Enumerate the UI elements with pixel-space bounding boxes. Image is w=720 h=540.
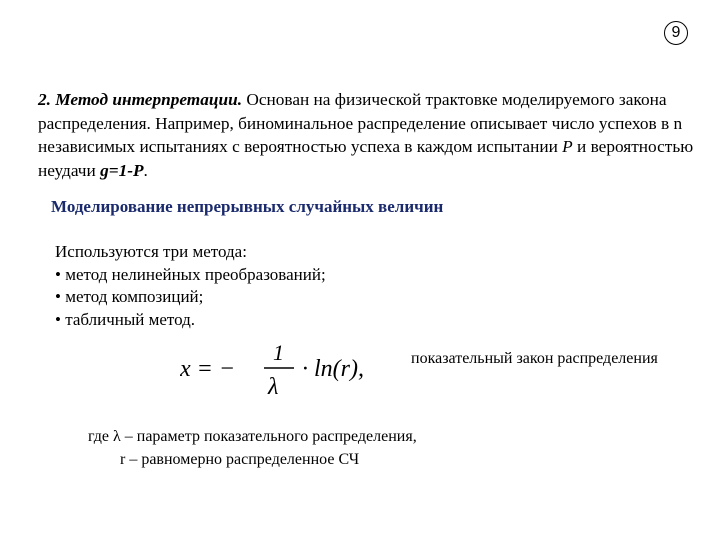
section-heading: Моделирование непрерывных случайных величин	[51, 197, 444, 216]
formula-denominator: λ	[268, 374, 279, 400]
intro-text-1: Основан на физической трактовке моделируемого закона распределения. Например, биноминальное распределение описывает число успехов в n независимых испытаниях с вероятностью успеха в каждом испытании	[38, 90, 683, 156]
definitions	[88, 425, 417, 471]
formula-rhs: · ln(r),	[302, 356, 364, 382]
exponential-formula	[180, 340, 405, 400]
intro-text-3: .	[143, 160, 148, 180]
formula-q: g=1-P	[100, 160, 144, 180]
intro-text-2: и вероятностью неудачи	[38, 137, 694, 180]
formula-numerator: 1	[273, 340, 284, 365]
method-label: 2. Метод интерпретации.	[38, 90, 243, 109]
formula-label: показательный закон распределения	[411, 350, 658, 367]
page-number: 9	[664, 21, 688, 45]
definition-r: r – равномерно распределенное СЧ	[120, 451, 360, 468]
list-item: • метод композиций;	[55, 287, 204, 306]
list-item: • метод нелинейных преобразований;	[55, 264, 326, 284]
formula-lhs: x = −	[180, 356, 236, 382]
methods-lead: Используются три метода:	[55, 242, 247, 261]
list-item: • табличный метод.	[55, 309, 196, 329]
intro-paragraph	[38, 88, 702, 182]
var-p: P	[562, 137, 573, 156]
methods-list	[55, 241, 326, 331]
definition-lambda: где λ – параметр показательного распределения,	[88, 428, 417, 445]
